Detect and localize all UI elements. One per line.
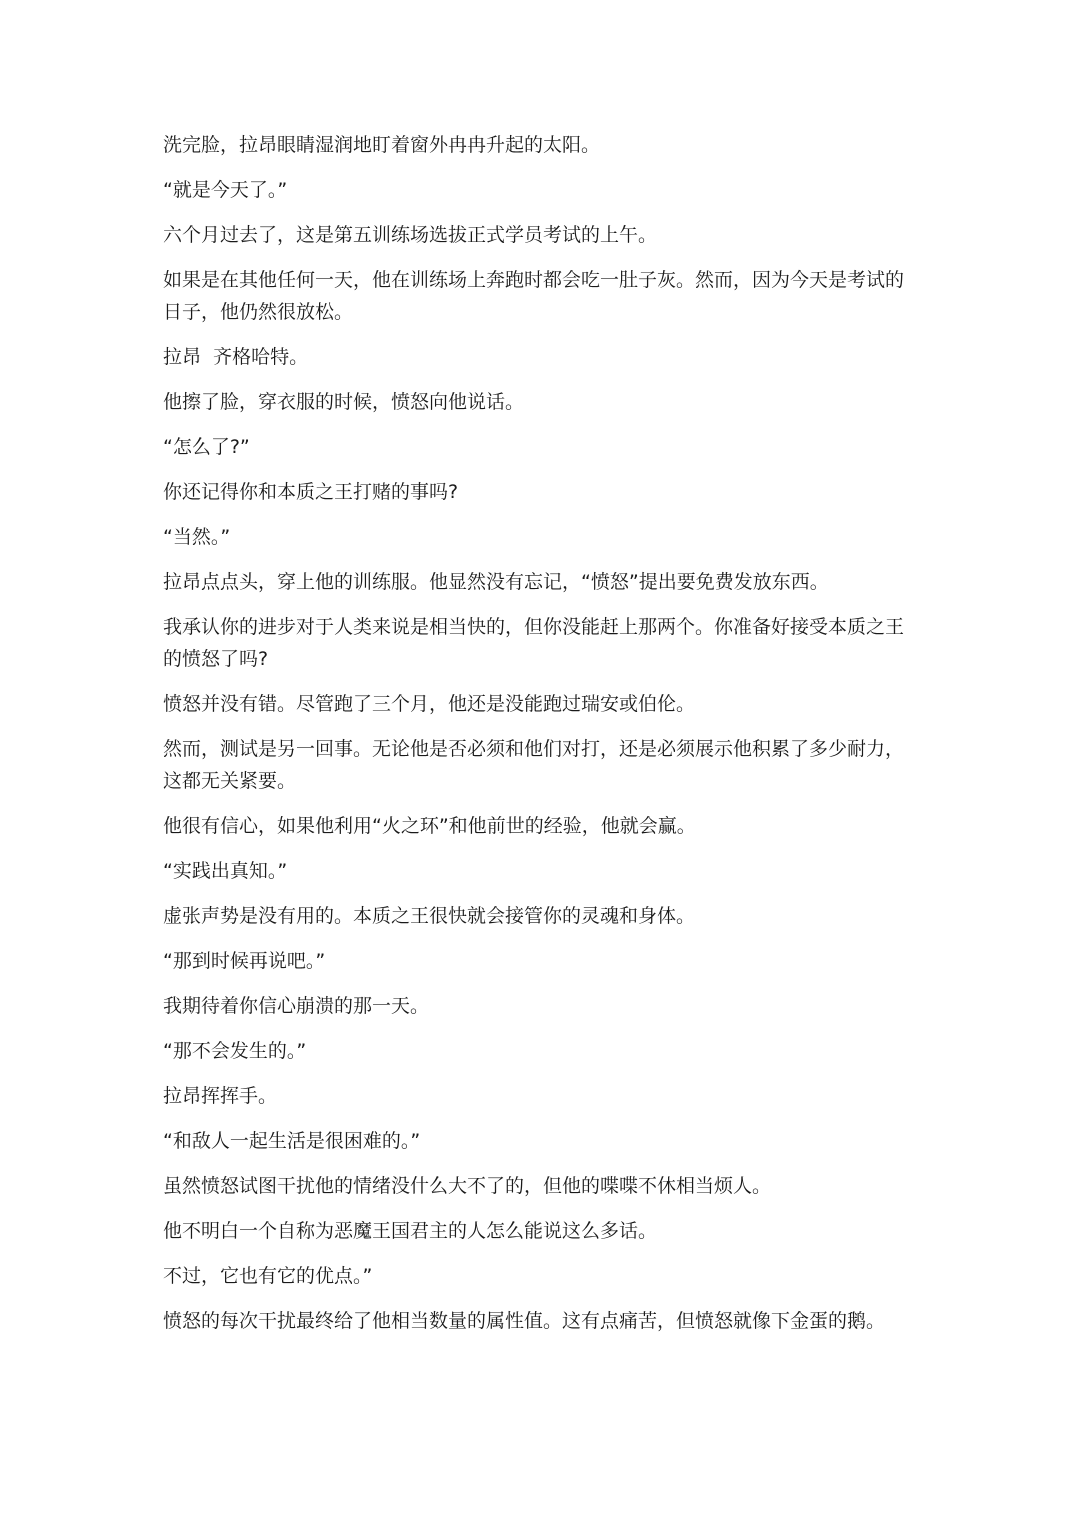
paragraph: 他不明白一个自称为恶魔王国君主的人怎么能说这么多话。 [163,1220,658,1242]
paragraph: 他擦了脸，穿衣服的时候，愤怒向他说话。 [163,391,525,413]
paragraph: “实践出真知。” [163,860,288,882]
paragraph: “怎么了?” [163,436,250,458]
paragraph: “和敌人一起生活是很困难的。” [163,1130,421,1152]
paragraph: 拉昂挥挥手。 [163,1085,278,1107]
paragraph: 不过，它也有它的优点。” [163,1265,373,1287]
paragraph: “那到时候再说吧。” [163,950,326,972]
paragraph: “当然。” [163,526,231,548]
paragraph: 你还记得你和本质之王打赌的事吗? [163,481,459,503]
document-body [163,129,917,1350]
paragraph: 愤怒并没有错。尽管跑了三个月，他还是没能跑过瑞安或伯伦。 [163,693,696,715]
paragraph: 洗完脸，拉昂眼睛湿润地盯着窗外冉冉升起的太阳。 [163,134,601,156]
paragraph: 六个月过去了，这是第五训练场选拔正式学员考试的上午。 [163,224,658,246]
paragraph: 我承认你的进步对于人类来说是相当快的，但你没能赶上那两个。你准备好接受本质之王的愤怒了吗? [163,616,905,670]
paragraph: 我期待着你信心崩溃的那一天。 [163,995,430,1017]
paragraph: 虚张声势是没有用的。本质之王很快就会接管你的灵魂和身体。 [163,905,696,927]
paragraph: 愤怒的每次干扰最终给了他相当数量的属性值。这有点痛苦，但愤怒就像下金蛋的鹅。 [163,1310,886,1332]
paragraph: 拉昂点点头，穿上他的训练服。他显然没有忘记，“愤怒”提出要免费发放东西。 [163,571,829,593]
paragraph: “就是今天了。” [163,179,288,201]
paragraph: 如果是在其他任何一天，他在训练场上奔跑时都会吃一肚子灰。然而，因为今天是考试的日子，他仍然很放松。 [163,269,905,323]
paragraph: 拉昂 齐格哈特。 [163,346,309,368]
paragraph: “那不会发生的。” [163,1040,307,1062]
paragraph: 他很有信心，如果他利用“火之环”和他前世的经验，他就会赢。 [163,815,696,837]
paragraph: 然而，测试是另一回事。无论他是否必须和他们对打，还是必须展示他积累了多少耐力，这都无关紧要。 [163,738,905,792]
paragraph: 虽然愤怒试图干扰他的情绪没什么大不了的，但他的喋喋不休相当烦人。 [163,1175,772,1197]
